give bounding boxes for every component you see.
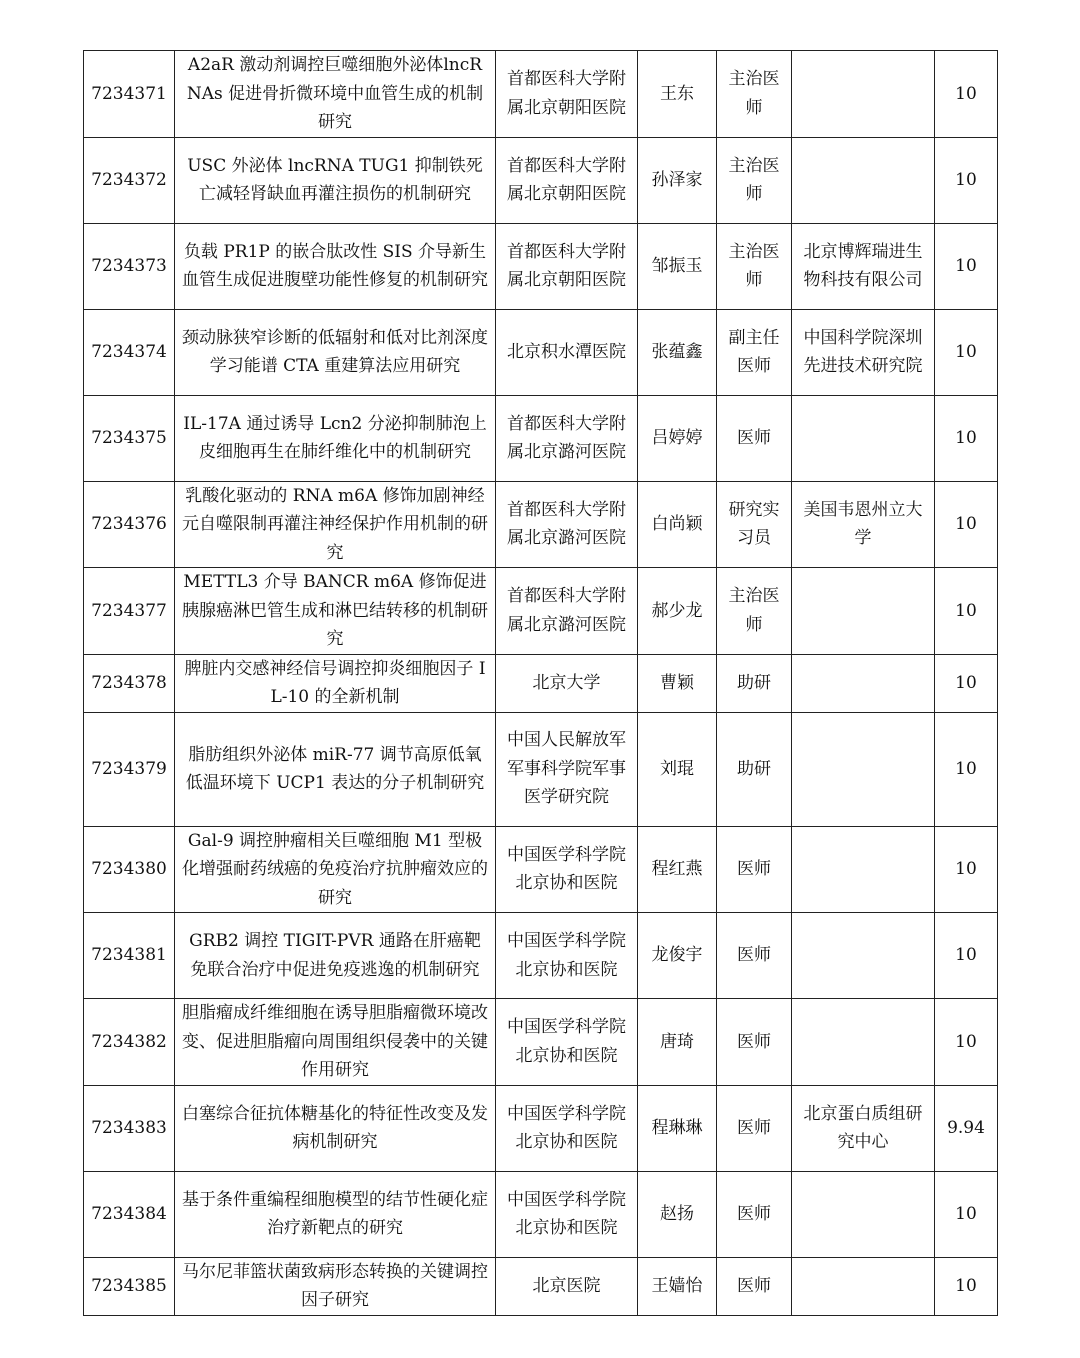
project-id-cell: 7234372: [84, 137, 175, 223]
position-cell: 副主任医师: [717, 309, 792, 395]
institution-cell: 北京大学: [496, 654, 638, 712]
position-cell: 医师: [717, 1085, 792, 1171]
amount-cell: 10: [935, 137, 998, 223]
amount-cell: 10: [935, 913, 998, 999]
project-id-cell: 7234377: [84, 568, 175, 655]
applicant-name-cell: 曹颖: [638, 654, 717, 712]
project-id-cell: 7234375: [84, 395, 175, 481]
institution-cell: 中国医学科学院北京协和医院: [496, 1171, 638, 1257]
project-title-cell: Gal-9 调控肿瘤相关巨噬细胞 M1 型极化增强耐药绒癌的免疫治疗抗肿瘤效应的研究: [175, 826, 496, 913]
project-id-cell: 7234376: [84, 481, 175, 568]
applicant-name-cell: 龙俊宇: [638, 913, 717, 999]
applicant-name-cell: 邹振玉: [638, 223, 717, 309]
applicant-name-cell: 王嫱怡: [638, 1257, 717, 1315]
amount-cell: 10: [935, 712, 998, 826]
amount-cell: 10: [935, 1257, 998, 1315]
institution-cell: 中国医学科学院北京协和医院: [496, 826, 638, 913]
project-id-cell: 7234379: [84, 712, 175, 826]
project-id-cell: 7234384: [84, 1171, 175, 1257]
applicant-name-cell: 张蕴鑫: [638, 309, 717, 395]
institution-cell: 首都医科大学附属北京朝阳医院: [496, 223, 638, 309]
amount-cell: 10: [935, 568, 998, 655]
project-title-cell: GRB2 调控 TIGIT-PVR 通路在肝癌靶免联合治疗中促进免疫逃逸的机制研究: [175, 913, 496, 999]
applicant-name-cell: 孙泽家: [638, 137, 717, 223]
institution-cell: 首都医科大学附属北京潞河医院: [496, 481, 638, 568]
institution-cell: 首都医科大学附属北京朝阳医院: [496, 137, 638, 223]
project-id-cell: 7234380: [84, 826, 175, 913]
table-row: [84, 913, 998, 999]
amount-cell: 10: [935, 654, 998, 712]
table-row: [84, 137, 998, 223]
partner-cell: [792, 654, 935, 712]
amount-cell: 10: [935, 481, 998, 568]
institution-cell: 中国医学科学院北京协和医院: [496, 913, 638, 999]
table-row: [84, 999, 998, 1086]
partner-cell: [792, 826, 935, 913]
partner-cell: [792, 913, 935, 999]
project-title-cell: 脂肪组织外泌体 miR-77 调节高原低氧低温环境下 UCP1 表达的分子机制研究: [175, 712, 496, 826]
position-cell: 医师: [717, 1171, 792, 1257]
project-id-cell: 7234383: [84, 1085, 175, 1171]
table-row: [84, 51, 998, 138]
project-title-cell: A2aR 激动剂调控巨噬细胞外泌体lncRNAs 促进骨折微环境中血管生成的机制研究: [175, 51, 496, 138]
applicant-name-cell: 程红燕: [638, 826, 717, 913]
project-title-cell: 基于条件重编程细胞模型的结节性硬化症治疗新靶点的研究: [175, 1171, 496, 1257]
applicant-name-cell: 吕婷婷: [638, 395, 717, 481]
project-title-cell: USC 外泌体 lncRNA TUG1 抑制铁死亡减轻肾缺血再灌注损伤的机制研究: [175, 137, 496, 223]
partner-cell: [792, 395, 935, 481]
partner-cell: [792, 712, 935, 826]
project-id-cell: 7234371: [84, 51, 175, 138]
table-row: [84, 712, 998, 826]
applicant-name-cell: 刘琨: [638, 712, 717, 826]
position-cell: 助研: [717, 712, 792, 826]
project-title-cell: 马尔尼菲篮状菌致病形态转换的关键调控因子研究: [175, 1257, 496, 1315]
position-cell: 医师: [717, 999, 792, 1086]
partner-cell: 北京蛋白质组研究中心: [792, 1085, 935, 1171]
position-cell: 主治医师: [717, 568, 792, 655]
applicant-name-cell: 郝少龙: [638, 568, 717, 655]
project-title-cell: METTL3 介导 BANCR m6A 修饰促进胰腺癌淋巴管生成和淋巴结转移的机制研究: [175, 568, 496, 655]
project-title-cell: 颈动脉狭窄诊断的低辐射和低对比剂深度学习能谱 CTA 重建算法应用研究: [175, 309, 496, 395]
position-cell: 助研: [717, 654, 792, 712]
institution-cell: 中国医学科学院北京协和医院: [496, 1085, 638, 1171]
position-cell: 主治医师: [717, 223, 792, 309]
project-title-cell: 胆脂瘤成纤维细胞在诱导胆脂瘤微环境改变、促进胆脂瘤向周围组织侵袭中的关键作用研究: [175, 999, 496, 1086]
project-id-cell: 7234385: [84, 1257, 175, 1315]
institution-cell: 首都医科大学附属北京潞河医院: [496, 395, 638, 481]
position-cell: 医师: [717, 913, 792, 999]
project-title-cell: IL-17A 通过诱导 Lcn2 分泌抑制肺泡上皮细胞再生在肺纤维化中的机制研究: [175, 395, 496, 481]
project-id-cell: 7234382: [84, 999, 175, 1086]
institution-cell: 中国人民解放军军事科学院军事医学研究院: [496, 712, 638, 826]
partner-cell: 美国韦恩州立大学: [792, 481, 935, 568]
partner-cell: [792, 1171, 935, 1257]
amount-cell: 10: [935, 395, 998, 481]
project-id-cell: 7234378: [84, 654, 175, 712]
project-id-cell: 7234373: [84, 223, 175, 309]
project-id-cell: 7234374: [84, 309, 175, 395]
applicant-name-cell: 程琳琳: [638, 1085, 717, 1171]
table-row: [84, 826, 998, 913]
amount-cell: 10: [935, 1171, 998, 1257]
table-row: [84, 568, 998, 655]
project-title-cell: 乳酸化驱动的 RNA m6A 修饰加剧神经元自噬限制再灌注神经保护作用机制的研究: [175, 481, 496, 568]
applicant-name-cell: 白尚颖: [638, 481, 717, 568]
applicant-name-cell: 唐琦: [638, 999, 717, 1086]
partner-cell: [792, 51, 935, 138]
position-cell: 主治医师: [717, 51, 792, 138]
grant-table: [83, 50, 998, 1316]
position-cell: 医师: [717, 1257, 792, 1315]
amount-cell: 10: [935, 826, 998, 913]
position-cell: 研究实习员: [717, 481, 792, 568]
partner-cell: 中国科学院深圳先进技术研究院: [792, 309, 935, 395]
institution-cell: 首都医科大学附属北京潞河医院: [496, 568, 638, 655]
institution-cell: 北京医院: [496, 1257, 638, 1315]
table-row: [84, 481, 998, 568]
table-row: [84, 654, 998, 712]
table-row: [84, 395, 998, 481]
institution-cell: 北京积水潭医院: [496, 309, 638, 395]
institution-cell: 首都医科大学附属北京朝阳医院: [496, 51, 638, 138]
position-cell: 医师: [717, 826, 792, 913]
position-cell: 医师: [717, 395, 792, 481]
table-row: [84, 223, 998, 309]
position-cell: 主治医师: [717, 137, 792, 223]
partner-cell: [792, 137, 935, 223]
amount-cell: 10: [935, 223, 998, 309]
project-title-cell: 白塞综合征抗体糖基化的特征性改变及发病机制研究: [175, 1085, 496, 1171]
partner-cell: [792, 1257, 935, 1315]
amount-cell: 10: [935, 999, 998, 1086]
table-row: [84, 1085, 998, 1171]
partner-cell: [792, 568, 935, 655]
project-title-cell: 负载 PR1P 的嵌合肽改性 SIS 介导新生血管生成促进腹壁功能性修复的机制研究: [175, 223, 496, 309]
institution-cell: 中国医学科学院北京协和医院: [496, 999, 638, 1086]
partner-cell: [792, 999, 935, 1086]
partner-cell: 北京博辉瑞进生物科技有限公司: [792, 223, 935, 309]
table-row: [84, 1257, 998, 1315]
amount-cell: 10: [935, 51, 998, 138]
project-title-cell: 脾脏内交感神经信号调控抑炎细胞因子 IL-10 的全新机制: [175, 654, 496, 712]
project-id-cell: 7234381: [84, 913, 175, 999]
table-row: [84, 309, 998, 395]
amount-cell: 10: [935, 309, 998, 395]
amount-cell: 9.94: [935, 1085, 998, 1171]
table-body: [84, 51, 998, 1316]
applicant-name-cell: 王东: [638, 51, 717, 138]
table-row: [84, 1171, 998, 1257]
applicant-name-cell: 赵扬: [638, 1171, 717, 1257]
